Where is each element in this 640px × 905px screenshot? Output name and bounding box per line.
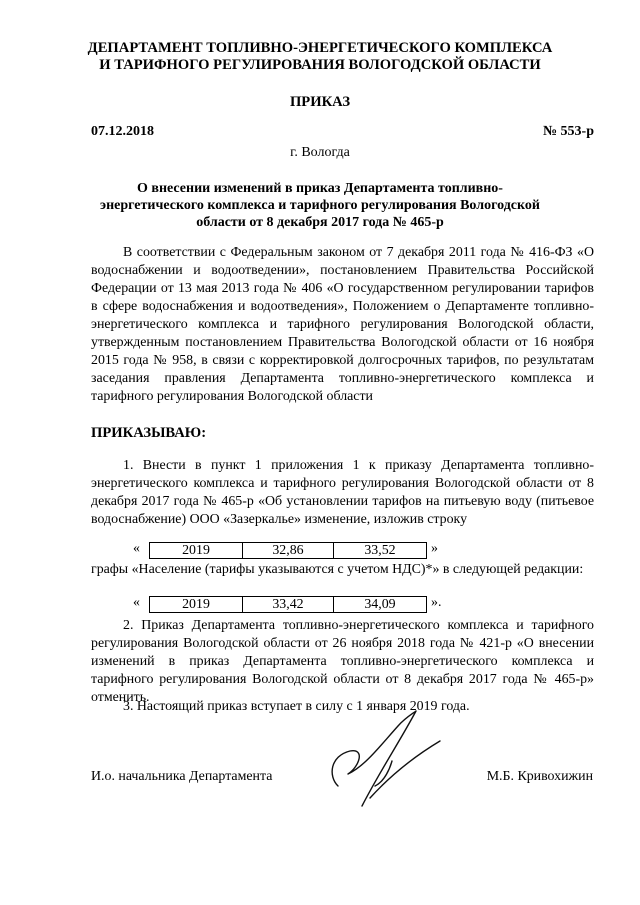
new-tariff-row bbox=[149, 596, 427, 613]
order-title: О внесении изменений в приказ Департамента топливно-энергетического комплекса и тарифного регулирования Вологодской области от 8 декабря 2017 года № 465-р bbox=[100, 181, 540, 230]
old-row-year: 2019 bbox=[150, 543, 243, 559]
order-number: № 553-р bbox=[542, 124, 594, 139]
header-line-2: И ТАРИФНОГО РЕГУЛИРОВАНИЯ ВОЛОГОДСКОЙ ОБЛАСТИ bbox=[99, 57, 541, 73]
new-row-year: 2019 bbox=[150, 597, 243, 613]
preamble-paragraph: В соответствии с Федеральным законом от 7 декабря 2011 года № 416-ФЗ «О водоснабжении и водоотведении», постановлением Правительства Российской Федерации от 13 мая 2013 года № 406 «О государственном регулировании тарифов в сфере водоснабжения и водоотведения», Положением о Департаменте топливно-энергетического комплекса и тарифного регулирования Вологодской области, утвержденным постановлением Правительства Вологодской области от 16 ноября 2015 года № 958, в связи с корректировкой долгосрочных тарифов, по результатам заседания правления Департамента топливно-энергетического комплекса и тарифного регулирования Вологодской области bbox=[91, 245, 594, 404]
order-city: г. Вологда bbox=[290, 145, 350, 160]
old-row-open-quote: « bbox=[133, 541, 140, 556]
handwritten-signature bbox=[320, 706, 460, 816]
old-row-close-quote: » bbox=[431, 541, 438, 556]
item-3-paragraph: 3. Настоящий приказ вступает в силу с 1 января 2019 года. bbox=[123, 699, 470, 714]
signatory-name: М.Б. Кривохижин bbox=[486, 769, 593, 784]
document-type: ПРИКАЗ bbox=[289, 94, 351, 110]
new-row-value-2: 34,09 bbox=[334, 597, 427, 613]
order-verb: ПРИКАЗЫВАЮ: bbox=[91, 425, 207, 441]
old-row-value-1: 32,86 bbox=[243, 543, 334, 559]
new-row-open-quote: « bbox=[133, 595, 140, 610]
department-header bbox=[0, 40, 640, 74]
old-tariff-row bbox=[149, 542, 427, 559]
between-paragraph: графы «Население (тарифы указываются с учетом НДС)*» в следующей редакции: bbox=[91, 562, 584, 577]
order-date: 07.12.2018 bbox=[91, 124, 154, 139]
signatory-role: И.о. начальника Департамента bbox=[91, 769, 273, 784]
old-row-value-2: 33,52 bbox=[334, 543, 427, 559]
item-2-paragraph: 2. Приказ Департамента топливно-энергетического комплекса и тарифного регулирования Вологодской области от 26 ноября 2018 года № 421-р «О внесении изменений в приказ Департамента топливно-энергетического комплекса и тарифного регулирования Вологодской области от 8 декабря 2017 года № 465-р» отменить. bbox=[91, 618, 594, 705]
new-row-value-1: 33,42 bbox=[243, 597, 334, 613]
new-row-close-quote: ». bbox=[431, 595, 442, 610]
header-line-1: ДЕПАРТАМЕНТ ТОПЛИВНО-ЭНЕРГЕТИЧЕСКОГО КОМПЛЕКСА bbox=[87, 40, 553, 56]
item-1-paragraph: 1. Внести в пункт 1 приложения 1 к приказу Департамента топливно-энергетического комплекса и тарифного регулирования Вологодской области от 8 декабря 2017 года № 465-р «Об установлении тарифов на питьевую воду (питьевое водоснабжение) ООО «Зазеркалье» изменение, изложив строку bbox=[91, 458, 594, 527]
